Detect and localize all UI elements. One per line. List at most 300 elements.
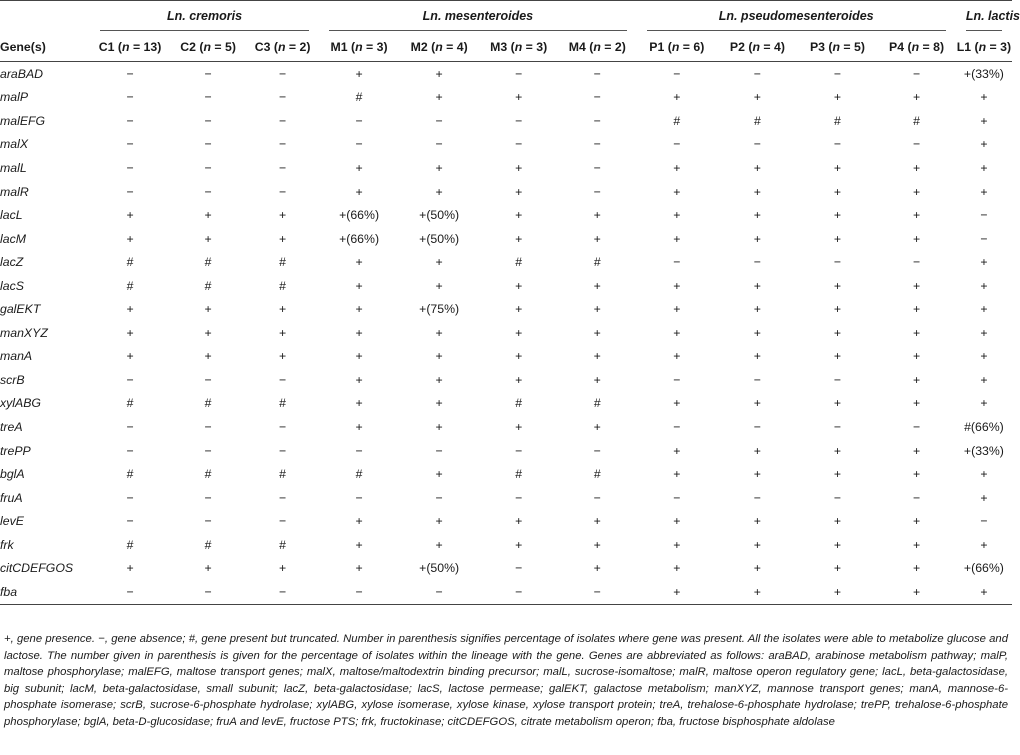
table-cell: + bbox=[355, 255, 363, 270]
table-cell: − bbox=[126, 514, 134, 529]
table-cell: − bbox=[278, 137, 287, 152]
table-cell: − bbox=[204, 372, 212, 387]
table-cell: + bbox=[912, 278, 921, 293]
table-cell: − bbox=[278, 184, 287, 199]
column-n-value: 2 bbox=[614, 40, 622, 54]
table-cell: + bbox=[515, 208, 523, 223]
table-cell: + bbox=[833, 184, 842, 199]
column-n-value: 4 bbox=[456, 40, 464, 54]
table-cell: + bbox=[912, 561, 921, 576]
table-cell: − bbox=[204, 66, 212, 81]
table-cell: − bbox=[204, 184, 212, 199]
table-cell: − bbox=[355, 490, 363, 505]
table-cell: + bbox=[593, 372, 601, 387]
table-cell: + bbox=[355, 184, 363, 199]
table-row bbox=[0, 321, 1012, 345]
table-cell: + bbox=[515, 372, 523, 387]
column-header-p3: P3 (n = 5) bbox=[798, 33, 878, 62]
table-cell: + bbox=[753, 443, 761, 458]
table-cell: − bbox=[515, 137, 523, 152]
table-row bbox=[0, 580, 1012, 604]
table-cell: − bbox=[833, 490, 842, 505]
table-cell: + bbox=[435, 396, 443, 411]
table-cell: − bbox=[126, 66, 134, 81]
table-cell: + bbox=[980, 349, 988, 364]
table-cell: + bbox=[435, 255, 443, 270]
column-n-label: (n = bbox=[507, 40, 537, 54]
gene-name-cell: lacL bbox=[0, 208, 23, 223]
table-cell: + bbox=[515, 231, 523, 246]
table-cell: + bbox=[877, 580, 956, 604]
table-cell: − bbox=[673, 372, 681, 387]
table-cell: + bbox=[753, 561, 761, 576]
table-cell: + bbox=[515, 184, 523, 199]
table-cell: + bbox=[126, 302, 134, 317]
table-cell: − bbox=[126, 184, 134, 199]
table-cell: − bbox=[479, 580, 558, 604]
table-cell: + bbox=[515, 537, 523, 552]
table-cell: − bbox=[126, 160, 134, 175]
column-header-c3: C3 (n = 2) bbox=[246, 33, 319, 62]
table-cell: # bbox=[204, 467, 212, 482]
table-cell: − bbox=[204, 490, 212, 505]
table-cell: + bbox=[798, 580, 878, 604]
column-n-label: (n = bbox=[114, 40, 144, 54]
table-cell: + bbox=[833, 90, 842, 105]
table-cell: + bbox=[912, 349, 921, 364]
table-row bbox=[0, 556, 1012, 580]
table-cell: + bbox=[435, 372, 443, 387]
table-cell: + bbox=[278, 325, 287, 340]
table-cell: # bbox=[913, 113, 920, 128]
gene-name-cell: malX bbox=[0, 137, 29, 152]
table-cell: + bbox=[833, 467, 842, 482]
table-cell: +(33%) bbox=[963, 66, 1004, 81]
column-header-c1: C1 (n = 13) bbox=[90, 33, 171, 62]
table-cell: − bbox=[673, 490, 681, 505]
table-cell: + bbox=[435, 325, 443, 340]
table-cell: # bbox=[279, 255, 286, 270]
table-cell: # bbox=[126, 396, 134, 411]
table-cell: + bbox=[956, 580, 1012, 604]
column-header-l1: L1 (n = 3) bbox=[956, 33, 1012, 62]
table-cell: + bbox=[912, 302, 921, 317]
table-cell: − bbox=[593, 160, 601, 175]
table-cell: + bbox=[673, 561, 681, 576]
table-cell: + bbox=[278, 349, 287, 364]
column-n-label: (n = bbox=[347, 40, 377, 54]
table-row bbox=[0, 250, 1012, 274]
table-cell: + bbox=[833, 302, 842, 317]
table-cell: + bbox=[753, 231, 761, 246]
column-header-m2: M2 (n = 4) bbox=[399, 33, 480, 62]
column-n-label: (n = bbox=[195, 40, 225, 54]
table-row bbox=[0, 345, 1012, 369]
table-cell: + bbox=[355, 160, 363, 175]
table-cell: + bbox=[673, 467, 681, 482]
table-cell: + bbox=[912, 184, 921, 199]
table-cell: + bbox=[515, 349, 523, 364]
table-cell: + bbox=[593, 537, 601, 552]
table-cell: − bbox=[278, 514, 287, 529]
gene-name-cell: frk bbox=[0, 537, 14, 552]
table-cell: # bbox=[753, 113, 761, 128]
table-cell: +(50%) bbox=[419, 208, 460, 223]
gene-name-cell: fruA bbox=[0, 490, 23, 505]
table-cell: +(75%) bbox=[419, 302, 460, 317]
table-cell: + bbox=[435, 90, 443, 105]
table-cell: + bbox=[204, 561, 212, 576]
table-cell: + bbox=[278, 231, 287, 246]
table-cell: − bbox=[278, 419, 287, 434]
table-cell: + bbox=[833, 443, 842, 458]
table-cell: − bbox=[170, 580, 245, 604]
table-cell: + bbox=[673, 208, 681, 223]
table-cell: − bbox=[558, 580, 637, 604]
gene-name-cell: manA bbox=[0, 349, 33, 364]
table-cell: + bbox=[355, 514, 363, 529]
table-cell: + bbox=[355, 372, 363, 387]
table-cell: + bbox=[833, 537, 842, 552]
table-cell: − bbox=[204, 419, 212, 434]
table-cell: # bbox=[204, 278, 212, 293]
table-cell: # bbox=[515, 255, 523, 270]
table-cell: + bbox=[673, 325, 681, 340]
table-cell: + bbox=[912, 325, 921, 340]
table-cell: + bbox=[435, 514, 443, 529]
column-header-p4: P4 (n = 8) bbox=[877, 33, 956, 62]
table-cell: + bbox=[515, 302, 523, 317]
column-code: M2 bbox=[410, 40, 428, 54]
column-code: M4 bbox=[568, 40, 586, 54]
table-cell: − bbox=[980, 208, 988, 223]
table-cell: # bbox=[204, 396, 212, 411]
table-cell: + bbox=[833, 231, 842, 246]
column-n-label: (n = bbox=[664, 40, 694, 54]
table-cell: − bbox=[515, 561, 523, 576]
column-n-value: 8 bbox=[933, 40, 940, 54]
table-cell: − bbox=[204, 137, 212, 152]
table-cell: + bbox=[753, 325, 761, 340]
table-cell: − bbox=[278, 160, 287, 175]
table-row bbox=[0, 415, 1012, 439]
column-n-label: (n = bbox=[744, 40, 774, 54]
table-cell: + bbox=[980, 137, 988, 152]
table-cell: # bbox=[204, 537, 212, 552]
table-cell: + bbox=[355, 419, 363, 434]
table-cell: − bbox=[319, 580, 399, 604]
table-cell: + bbox=[753, 467, 761, 482]
table-cell: + bbox=[912, 160, 921, 175]
column-n-label: (n = bbox=[824, 40, 855, 54]
table-cell: + bbox=[126, 231, 134, 246]
table-cell: − bbox=[355, 137, 363, 152]
table-cell: + bbox=[673, 90, 681, 105]
gene-column-header: Gene(s) bbox=[0, 33, 90, 62]
table-cell: + bbox=[980, 184, 988, 199]
table-cell: + bbox=[593, 278, 601, 293]
table-row bbox=[0, 156, 1012, 180]
table-row bbox=[0, 180, 1012, 204]
column-header-m3: M3 (n = 3) bbox=[479, 33, 558, 62]
table-cell: + bbox=[515, 514, 523, 529]
column-code: C3 bbox=[254, 40, 271, 54]
table-cell: − bbox=[278, 90, 287, 105]
gene-name-cell: treA bbox=[0, 419, 23, 434]
table-cell: − bbox=[515, 66, 523, 81]
table-cell: + bbox=[355, 396, 363, 411]
table-cell: − bbox=[833, 419, 842, 434]
table-cell: + bbox=[593, 561, 601, 576]
table-cell: + bbox=[753, 514, 761, 529]
table-cell: + bbox=[673, 514, 681, 529]
table-cell: − bbox=[980, 231, 988, 246]
table-cell: # bbox=[204, 255, 212, 270]
table-cell: + bbox=[980, 160, 988, 175]
table-cell: # bbox=[355, 90, 363, 105]
table-cell: + bbox=[355, 325, 363, 340]
table-cell: − bbox=[278, 490, 287, 505]
table-cell: + bbox=[673, 443, 681, 458]
table-cell: +(33%) bbox=[963, 443, 1004, 458]
table-cell: + bbox=[753, 537, 761, 552]
table-cell: + bbox=[833, 325, 842, 340]
table-cell: + bbox=[278, 302, 287, 317]
table-body bbox=[0, 62, 1012, 605]
table-cell: + bbox=[753, 349, 761, 364]
lineage-header-cremoris: Ln. cremoris bbox=[90, 1, 320, 34]
gene-name-cell: scrB bbox=[0, 372, 25, 387]
gene-name-cell: malEFG bbox=[0, 113, 46, 128]
table-cell: − bbox=[833, 372, 842, 387]
table-cell: − bbox=[593, 184, 601, 199]
column-code: C1 bbox=[98, 40, 115, 54]
table-cell: + bbox=[593, 325, 601, 340]
table-cell: + bbox=[673, 396, 681, 411]
table-cell: − bbox=[126, 137, 134, 152]
lineage-header-row bbox=[0, 1, 1012, 34]
table-cell: + bbox=[980, 278, 988, 293]
table-row bbox=[0, 62, 1012, 86]
table-cell: − bbox=[435, 137, 443, 152]
table-row bbox=[0, 297, 1012, 321]
table-row bbox=[0, 227, 1012, 251]
table-cell: + bbox=[278, 208, 287, 223]
column-code: M3 bbox=[490, 40, 508, 54]
table-cell: + bbox=[355, 302, 363, 317]
table-cell: − bbox=[593, 90, 601, 105]
gene-name-cell: araBAD bbox=[0, 66, 44, 81]
table-cell: + bbox=[980, 396, 988, 411]
table-cell: + bbox=[126, 561, 134, 576]
table-cell: + bbox=[355, 561, 363, 576]
table-row bbox=[0, 392, 1012, 416]
table-cell: + bbox=[593, 208, 601, 223]
column-code: P4 bbox=[889, 40, 905, 54]
lineage-header-mesenteroides: Ln. mesenteroides bbox=[319, 1, 636, 34]
table-cell: − bbox=[515, 443, 523, 458]
column-code: M1 bbox=[330, 40, 348, 54]
table-cell: + bbox=[912, 443, 921, 458]
table-cell: + bbox=[673, 537, 681, 552]
table-cell: +(66%) bbox=[339, 231, 380, 246]
table-cell: + bbox=[435, 66, 443, 81]
table-cell: − bbox=[980, 514, 988, 529]
table-cell: + bbox=[717, 580, 798, 604]
table-cell: + bbox=[753, 302, 761, 317]
table-cell: + bbox=[355, 278, 363, 293]
table-cell: + bbox=[673, 302, 681, 317]
table-cell: + bbox=[126, 325, 134, 340]
table-cell: # bbox=[515, 396, 523, 411]
table-row bbox=[0, 509, 1012, 533]
table-cell: + bbox=[753, 184, 761, 199]
table-cell: +(66%) bbox=[963, 561, 1004, 576]
table-cell: + bbox=[435, 349, 443, 364]
table-cell: − bbox=[246, 580, 319, 604]
table-cell: + bbox=[515, 278, 523, 293]
table-cell: + bbox=[980, 467, 988, 482]
gene-name-cell: malP bbox=[0, 90, 29, 105]
table-cell: # bbox=[126, 467, 134, 482]
table-cell: + bbox=[515, 419, 523, 434]
table-cell: + bbox=[435, 278, 443, 293]
table-cell: − bbox=[278, 66, 287, 81]
table-cell: − bbox=[126, 490, 134, 505]
table-row bbox=[0, 439, 1012, 463]
table-cell: + bbox=[204, 231, 212, 246]
table-cell: − bbox=[204, 514, 212, 529]
table-cell: + bbox=[912, 90, 921, 105]
table-cell: + bbox=[753, 396, 761, 411]
table-cell: + bbox=[980, 325, 988, 340]
table-cell: − bbox=[204, 160, 212, 175]
gene-name-cell: lacZ bbox=[0, 255, 24, 270]
table-cell: + bbox=[126, 208, 134, 223]
table-cell: − bbox=[126, 113, 134, 128]
column-code: C2 bbox=[180, 40, 196, 54]
column-n-label: (n = bbox=[904, 40, 934, 54]
table-cell: + bbox=[912, 372, 921, 387]
gene-name-cell: xylABG bbox=[0, 396, 41, 411]
table-cell: # bbox=[593, 396, 601, 411]
table-cell: + bbox=[593, 514, 601, 529]
column-code: P1 bbox=[649, 40, 665, 54]
table-cell: − bbox=[593, 113, 601, 128]
gene-name-cell: bglA bbox=[0, 467, 25, 482]
table-cell: + bbox=[753, 90, 761, 105]
gene-name-cell: fba bbox=[0, 580, 90, 604]
table-cell: − bbox=[126, 90, 134, 105]
gene-name-cell: trePP bbox=[0, 443, 31, 458]
column-n-label: (n = bbox=[270, 40, 300, 54]
table-cell: − bbox=[833, 137, 842, 152]
table-cell: − bbox=[912, 255, 921, 270]
table-cell: + bbox=[833, 208, 842, 223]
table-cell: − bbox=[753, 419, 761, 434]
table-cell: + bbox=[515, 160, 523, 175]
table-cell: − bbox=[126, 443, 134, 458]
column-code: L1 bbox=[956, 40, 972, 54]
table-cell: − bbox=[833, 255, 842, 270]
table-cell: + bbox=[673, 184, 681, 199]
table-cell: + bbox=[673, 278, 681, 293]
column-n-value: 3 bbox=[536, 40, 544, 54]
table-cell: + bbox=[126, 349, 134, 364]
table-cell: # bbox=[279, 278, 286, 293]
table-cell: − bbox=[753, 490, 761, 505]
table-cell: + bbox=[912, 208, 921, 223]
lineage-header-lactis: Ln. lactis bbox=[956, 1, 1012, 34]
table-cell: − bbox=[435, 443, 443, 458]
table-cell: − bbox=[593, 490, 601, 505]
column-n-value: 2 bbox=[299, 40, 307, 54]
table-row bbox=[0, 368, 1012, 392]
table-cell: + bbox=[435, 160, 443, 175]
table-footnote: +, gene presence. −, gene absence; #, gene present but truncated. Number in parenthesis signifies percentage of isolates where gene was present. All the isolates were able to metabolize glucose and lactose. The number given in parenthesis is given for the percentage of isolates within the lineage with the gene. Genes are abbreviated as follows: araBAD, arabinose metabolism pathway; malP, maltose phosphorylase; malEFG, maltose transport genes; malX, maltose/maltodextrin binding precursor; malL, sucrose-isomaltose; malR, maltose operon regulatory gene; lacL, beta-galactosidase, big subunit; lacM, beta-galactosidase, small subunit; lacZ, beta-galactosidase; lacS, lactose permease; galEKT, galactose metabolism; manXYZ, mannose transport genes; manA, mannose-6-phosphate isomerase; scrB, sucrose-6-phosphate hydrolase; xylABG, xylose isomerase, xylose kinase, xylose transport protein; treA, trehalose-6-phosphate hydrolase; trePP, trehalose-6-phosphate phosphorylase; bglA, beta-D-glucosidase; fruA and levE, fructose PTS; frk, fructokinase; citCDEFGOS, citrate metabolism operon; fba, fructose bisphosphate aldolase bbox=[4, 633, 1008, 728]
table-row bbox=[0, 86, 1012, 110]
gene-name-cell: malR bbox=[0, 184, 29, 199]
table-cell: +(50%) bbox=[419, 561, 460, 576]
table-cell: − bbox=[204, 113, 212, 128]
table-row bbox=[0, 109, 1012, 133]
lineage-header-pseudomesenteroides: Ln. pseudomesenteroides bbox=[637, 1, 956, 34]
table-cell: + bbox=[204, 325, 212, 340]
table-row bbox=[0, 462, 1012, 486]
table-cell: + bbox=[355, 537, 363, 552]
table-cell: + bbox=[912, 467, 921, 482]
table-cell: + bbox=[435, 184, 443, 199]
table-cell: − bbox=[355, 443, 363, 458]
table-cell: − bbox=[673, 255, 681, 270]
gene-name-cell: citCDEFGOS bbox=[0, 561, 74, 576]
table-cell: + bbox=[980, 372, 988, 387]
table-row bbox=[0, 533, 1012, 557]
table-cell: # bbox=[593, 467, 601, 482]
table-cell: − bbox=[753, 137, 761, 152]
table-cell: + bbox=[515, 325, 523, 340]
table-cell: − bbox=[278, 443, 287, 458]
table-cell: # bbox=[515, 467, 523, 482]
table-cell: # bbox=[673, 113, 681, 128]
table-cell: − bbox=[912, 66, 921, 81]
table-cell: − bbox=[673, 137, 681, 152]
gene-name-cell: levE bbox=[0, 514, 24, 529]
table-cell: − bbox=[673, 66, 681, 81]
table-cell: − bbox=[126, 419, 134, 434]
table-cell: + bbox=[833, 561, 842, 576]
table-cell: + bbox=[593, 231, 601, 246]
table-cell: − bbox=[912, 490, 921, 505]
table-cell: # bbox=[279, 537, 286, 552]
table-row bbox=[0, 274, 1012, 298]
table-cell: + bbox=[355, 66, 363, 81]
table-cell: − bbox=[833, 66, 842, 81]
table-cell: + bbox=[673, 160, 681, 175]
table-cell: + bbox=[278, 561, 287, 576]
table-cell: + bbox=[980, 490, 988, 505]
table-cell: − bbox=[593, 137, 601, 152]
table-cell: +(50%) bbox=[419, 231, 460, 246]
table-cell: − bbox=[435, 490, 443, 505]
table-row bbox=[0, 133, 1012, 157]
table-cell: + bbox=[593, 349, 601, 364]
table-cell: + bbox=[980, 537, 988, 552]
column-code: P2 bbox=[729, 40, 745, 54]
table-cell: − bbox=[515, 490, 523, 505]
table-cell: − bbox=[399, 580, 480, 604]
table-cell: − bbox=[593, 443, 601, 458]
